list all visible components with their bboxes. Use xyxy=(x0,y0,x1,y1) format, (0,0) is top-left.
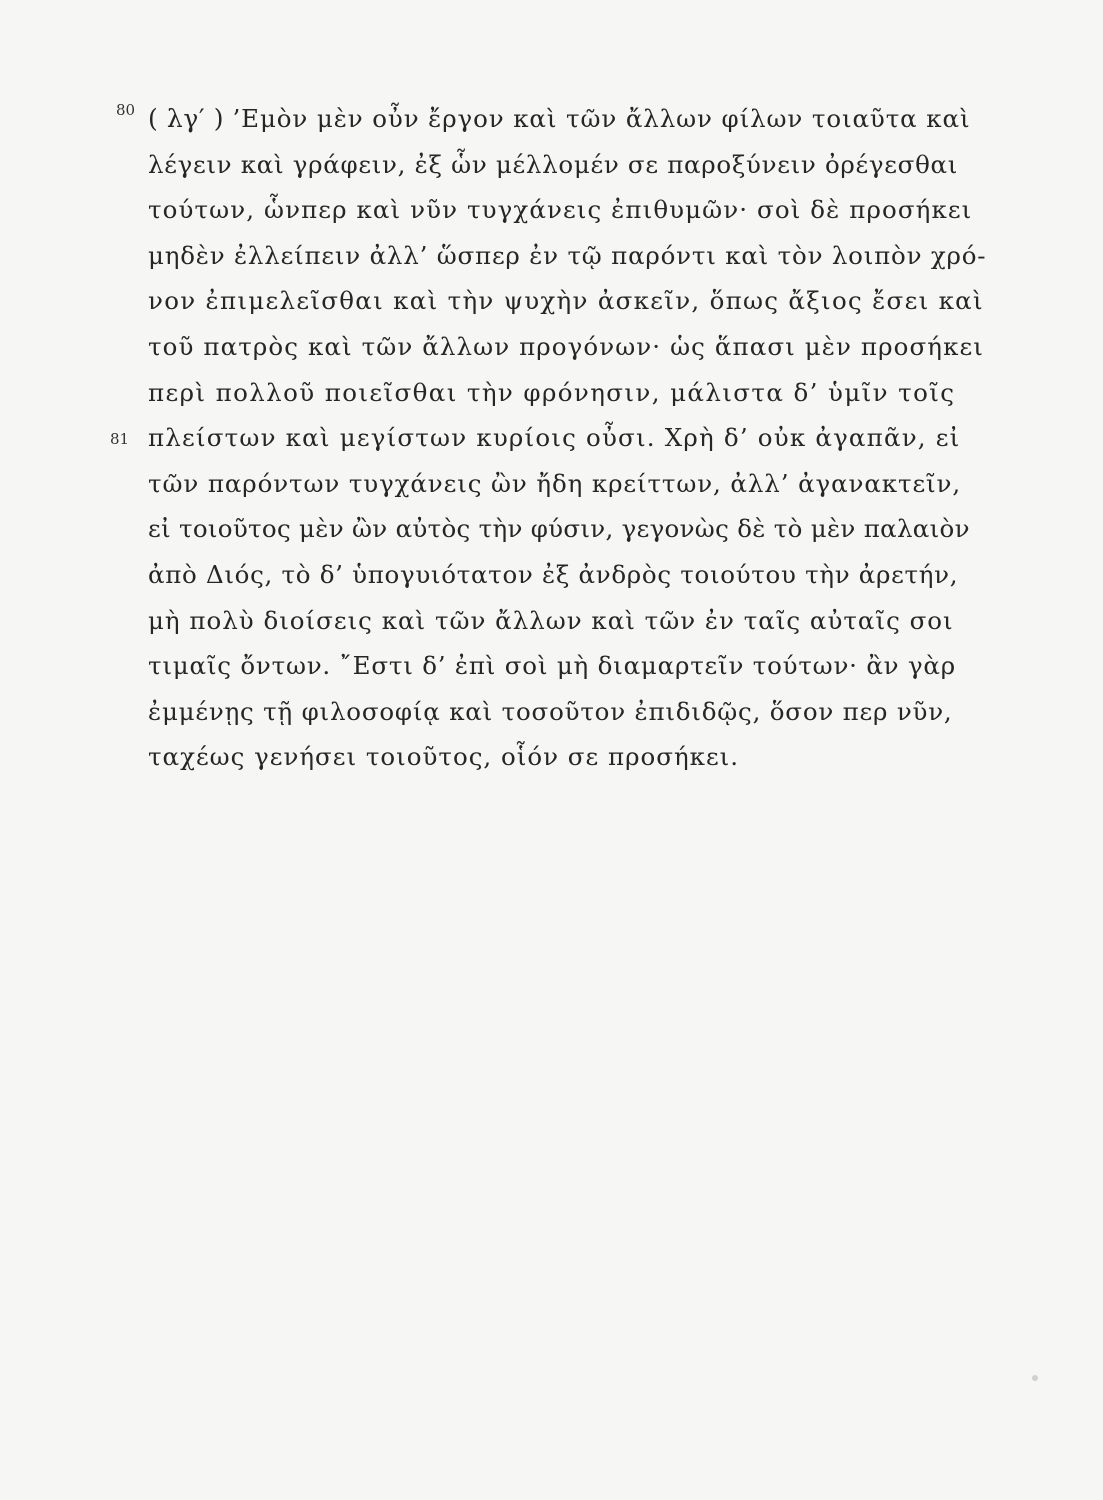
text-line-9 xyxy=(148,461,1018,507)
text-line-1 xyxy=(116,96,1018,142)
line-text: τούτων, ὧνπερ καὶ νῦν τυγχάνεις ἐπιθυμῶν· σοὶ δὲ προσήκει xyxy=(148,195,973,225)
section-marker: ( λγ′ ) xyxy=(148,104,225,133)
text-line-6 xyxy=(148,324,1018,370)
specks xyxy=(1032,1375,1038,1381)
line-text: νον ἐπιμελεῖσθαι καὶ τὴν ψυχὴν ἀσκεῖν, ὅπως ἄξιος ἔσει καὶ xyxy=(148,286,984,316)
line-text: λέγειν καὶ γράφειν, ἐξ ὧν μέλλομέν σε παροξύνειν ὀρέγεσθαι xyxy=(148,149,959,179)
text-line-5 xyxy=(148,278,1018,324)
text-line-7 xyxy=(148,370,1018,416)
text-line-8 xyxy=(110,415,1018,461)
line-text: ’Εμὸν μὲν οὖν ἔργον καὶ τῶν ἄλλων φίλων τοιαῦτα καὶ xyxy=(232,104,971,133)
line-text: τοῦ πατρὸς καὶ τῶν ἄλλων προγόνων· ὡς ἅπασι μὲν προσήκει xyxy=(148,331,984,361)
line-text: τῶν παρόντων τυγχάνεις ὢν ἤδη κρείττων, ἀλλ’ ἀγανακτεῖν, xyxy=(148,468,962,498)
line-text: ταχέως γενήσει τοιοῦτος, οἷόν σε προσήκει. xyxy=(148,742,740,772)
text-line-13 xyxy=(148,643,1018,689)
text-line-14 xyxy=(148,689,1018,735)
line-text: ἀπὸ Διός, τὸ δ’ ὑπογυιότατον ἐξ ἀνδρὸς τοιούτου τὴν ἀρετήν, xyxy=(148,559,959,589)
line-text: τιμαῖς ὄντων. ῎Εστι δ’ ἐπὶ σοὶ μὴ διαμαρτεῖν τούτων· ἂν γὰρ xyxy=(148,651,956,681)
text-line-12 xyxy=(148,598,1018,644)
line-text: ἐμμένῃς τῇ φιλοσοφίᾳ καὶ τοσοῦτον ἐπιδιδῷς, ὅσον περ νῦν, xyxy=(148,696,953,726)
greek-text-block xyxy=(110,96,1018,780)
line-text: εἰ τοιοῦτος μὲν ὢν αὐτὸς τὴν φύσιν, γεγονὼς δὲ τὸ μὲν παλαιὸν xyxy=(148,514,970,544)
text-line-15 xyxy=(148,734,1018,780)
line-number-80: 80 xyxy=(116,101,136,119)
line-text: μηδὲν ἐλλείπειν ἀλλ’ ὥσπερ ἐν τῷ παρόντι καὶ τὸν λοιπὸν χρό- xyxy=(148,240,987,270)
line-text: πλείστων καὶ μεγίστων κυρίοις οὖσι. Χρὴ δ’ οὐκ ἀγαπᾶν, εἰ xyxy=(148,423,961,453)
line-text: περὶ πολλοῦ ποιεῖσθαι τὴν φρόνησιν, μάλιστα δ’ ὑμῖν τοῖς xyxy=(148,377,956,407)
text-line-10 xyxy=(148,506,1018,552)
text-line-2 xyxy=(148,142,1018,188)
line-text: μὴ πολὺ διοίσεις καὶ τῶν ἄλλων καὶ τῶν ἐν ταῖς αὐταῖς σοι xyxy=(148,605,954,635)
text-line-11 xyxy=(148,552,1018,598)
text-line-4 xyxy=(148,233,1018,279)
text-line-3 xyxy=(148,187,1018,233)
line-number-81: 81 xyxy=(110,430,130,449)
